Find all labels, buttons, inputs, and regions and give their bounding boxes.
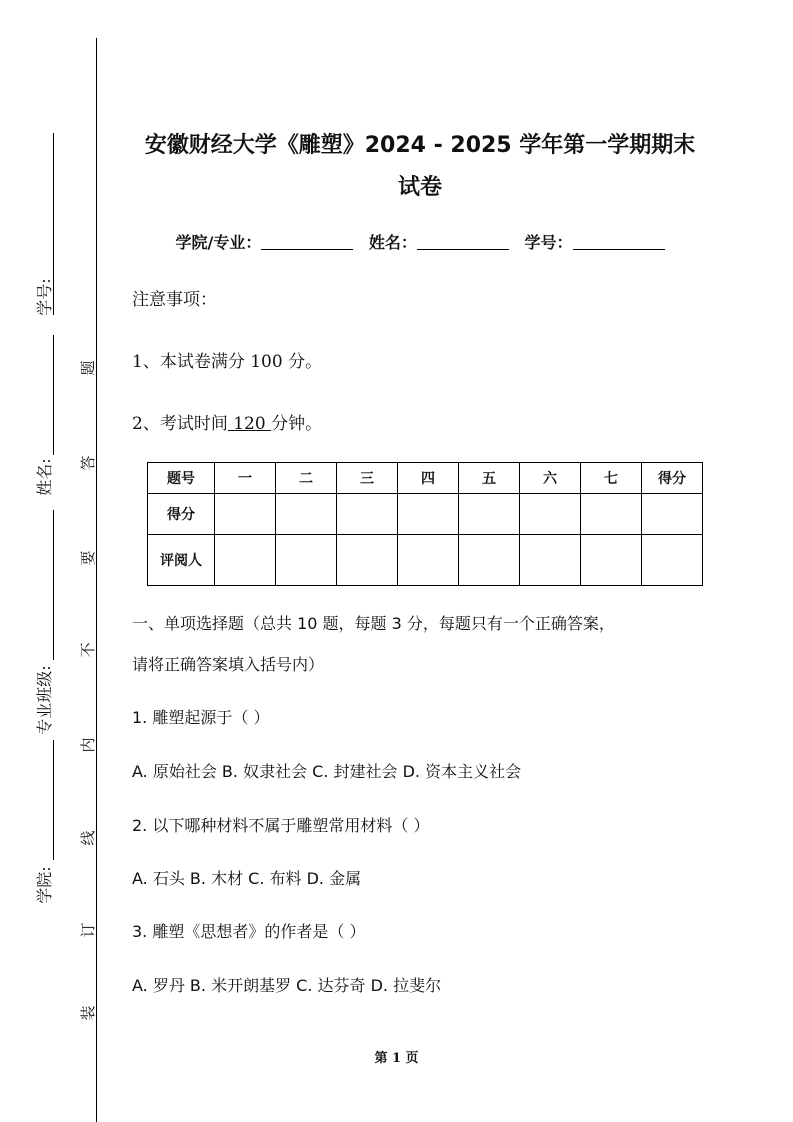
question-options: A. 罗丹 B. 米开朗基罗 C. 达芬奇 D. 拉斐尔: [132, 976, 442, 995]
section-heading-line1: 一、单项选择题（总共 10 题，每题 3 分，每题只有一个正确答案，: [132, 614, 615, 633]
question-stem: 2. 以下哪种材料不属于雕塑常用材料（ ）: [132, 816, 430, 835]
reviewer-cell[interactable]: [520, 535, 581, 586]
score-cell[interactable]: [215, 494, 276, 535]
margin-line: [53, 510, 54, 660]
score-cell[interactable]: [337, 494, 398, 535]
table-header-cell: 二: [276, 463, 337, 494]
question-stem: 1. 雕塑起源于（ ）: [132, 708, 270, 727]
table-header-cell: 四: [398, 463, 459, 494]
seal-char: 订: [79, 922, 97, 938]
exam-title-line1: 安徽财经大学《雕塑》2024 - 2025 学年第一学期期末: [144, 133, 696, 158]
reviewer-cell[interactable]: [215, 535, 276, 586]
reviewer-cell[interactable]: [459, 535, 520, 586]
score-cell[interactable]: [581, 494, 642, 535]
binding-line: [96, 38, 97, 1122]
score-cell[interactable]: [520, 494, 581, 535]
seal-char: 内: [79, 737, 97, 753]
reviewer-row: [148, 535, 703, 586]
question-stem: 3. 雕塑《思想者》的作者是（ ）: [132, 922, 366, 941]
seal-char: 要: [79, 550, 97, 566]
exam-title-line2: 试卷: [397, 175, 442, 200]
table-header-cell: 得分: [642, 463, 703, 494]
score-cell[interactable]: [276, 494, 337, 535]
college-major-blank[interactable]: [261, 231, 353, 250]
table-header-cell: 五: [459, 463, 520, 494]
row-label: 得分: [148, 494, 215, 535]
student-id-blank[interactable]: [573, 231, 665, 250]
reviewer-cell[interactable]: [276, 535, 337, 586]
seal-char: 装: [79, 1005, 97, 1021]
note-exam-time: [132, 409, 322, 434]
question-options: A. 原始社会 B. 奴隶社会 C. 封建社会 D. 资本主义社会: [132, 762, 522, 781]
notes-heading: 注意事项：: [132, 290, 217, 310]
name-label: 姓名：: [368, 233, 417, 252]
score-cell[interactable]: [642, 494, 703, 535]
student-name-label: 姓名:: [35, 458, 54, 496]
table-header-cell: 一: [215, 463, 276, 494]
row-label: 评阅人: [148, 535, 215, 586]
college-label: 学院:: [35, 866, 54, 904]
student-id-label: 学号:: [35, 278, 54, 316]
table-header-cell: 六: [520, 463, 581, 494]
score-cell[interactable]: [398, 494, 459, 535]
score-cell[interactable]: [459, 494, 520, 535]
note-full-score: 1、本试卷满分 100 分。: [132, 352, 323, 372]
note-time-value: 120: [227, 414, 272, 434]
reviewer-cell[interactable]: [581, 535, 642, 586]
reviewer-cell[interactable]: [337, 535, 398, 586]
table-header-cell: 三: [337, 463, 398, 494]
section-heading-line2: 请将正确答案填入括号内）: [132, 655, 325, 674]
reviewer-cell[interactable]: [398, 535, 459, 586]
seal-char: 题: [79, 360, 97, 376]
reviewer-cell[interactable]: [642, 535, 703, 586]
class-label: 专业班级:: [35, 665, 54, 735]
question-options: A. 石头 B. 木材 C. 布料 D. 金属: [132, 869, 362, 888]
score-table-header-row: [148, 463, 703, 494]
note-time-suffix: 分钟。: [271, 414, 323, 434]
score-row: [148, 494, 703, 535]
score-table: [147, 462, 703, 586]
seal-char: 不: [79, 642, 97, 658]
note-time-prefix: 2、考试时间: [132, 414, 228, 434]
seal-char: 答: [79, 455, 97, 471]
student-id-field-label: 学号：: [524, 233, 573, 252]
college-major-label: 学院/专业：: [175, 233, 262, 252]
student-info-fields: [110, 230, 730, 253]
table-header-cell: 题号: [148, 463, 215, 494]
name-blank[interactable]: [417, 231, 509, 250]
seal-char: 线: [79, 830, 97, 846]
table-header-cell: 七: [581, 463, 642, 494]
page-number: 第 1 页: [374, 1051, 419, 1066]
